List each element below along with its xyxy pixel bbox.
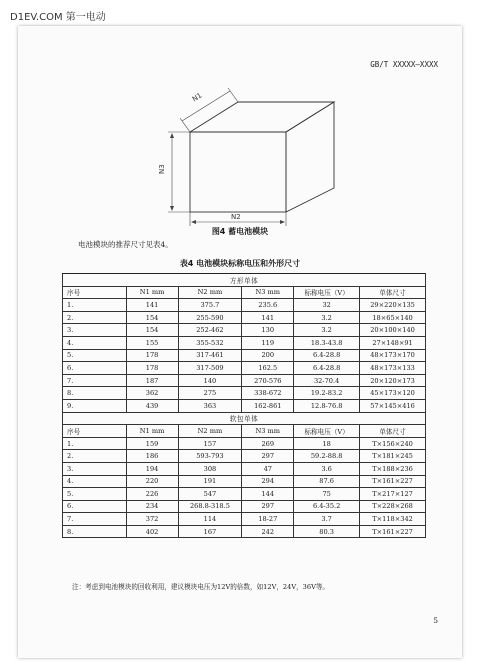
table-row [63, 513, 426, 526]
table-cell: 234 [126, 500, 178, 513]
table-cell: 18 [294, 437, 360, 450]
table-cell: 6.4-28.8 [294, 349, 360, 362]
table-cell: 4. [63, 336, 127, 349]
table-row [63, 462, 426, 475]
table-cell: 317-509 [178, 362, 242, 375]
table-cell: 363 [178, 399, 242, 412]
table-cell: 47 [242, 462, 294, 475]
table-row [63, 475, 426, 488]
table-cell: 18×65×140 [360, 311, 426, 324]
table-cell: 80.3 [294, 525, 360, 538]
table-cell: 242 [242, 525, 294, 538]
table-cell: 2. [63, 311, 127, 324]
table-cell: T×161×227 [360, 525, 426, 538]
table-cell: T×188×236 [360, 462, 426, 475]
table-cell: 3. [63, 324, 127, 337]
table-cell: 48×173×133 [360, 362, 426, 375]
table-cell: 157 [178, 437, 242, 450]
n3-arrow-top [170, 133, 174, 138]
table-cell: 6. [63, 500, 127, 513]
table-cell: 20×100×140 [360, 324, 426, 337]
column-header: N2 mm [178, 425, 242, 438]
column-header: 序号 [63, 425, 127, 438]
table-cell: 1. [63, 299, 127, 312]
table-cell: 3. [63, 462, 127, 475]
table-row [63, 437, 426, 450]
table-cell: 3.2 [294, 324, 360, 337]
column-header: 标称电压（V） [294, 286, 360, 299]
table-cell: 220 [126, 475, 178, 488]
table-cell: 3.7 [294, 513, 360, 526]
table-cell: 20×120×173 [360, 374, 426, 387]
table-cell: 75 [294, 488, 360, 501]
column-header: 单体尺寸 [360, 425, 426, 438]
document-page [18, 26, 462, 658]
table-cell: 191 [178, 475, 242, 488]
table-cell: 5. [63, 488, 127, 501]
table-cell: 6.4-35.2 [294, 500, 360, 513]
table-cell: 48×173×170 [360, 349, 426, 362]
table-row [63, 349, 426, 362]
n1-dimension-line [182, 91, 230, 121]
table-cell: 402 [126, 525, 178, 538]
table-cell: 87.6 [294, 475, 360, 488]
column-header: 单体尺寸 [360, 286, 426, 299]
page-number: 5 [433, 616, 438, 625]
table-cell: 59.2-88.8 [294, 450, 360, 463]
table-cell: 255-590 [178, 311, 242, 324]
table-cell: 155 [126, 336, 178, 349]
table-cell: 178 [126, 349, 178, 362]
table-cell: 5. [63, 349, 127, 362]
table-cell: 119 [242, 336, 294, 349]
table-cell: 141 [242, 311, 294, 324]
column-header: 序号 [63, 286, 127, 299]
table-cell: 29×220×135 [360, 299, 426, 312]
table-cell: 130 [242, 324, 294, 337]
table-cell: 362 [126, 387, 178, 400]
table-cell: 439 [126, 399, 178, 412]
table-cell: 45×173×120 [360, 387, 426, 400]
table-cell: 317-461 [178, 349, 242, 362]
column-header: N1 mm [126, 286, 178, 299]
table-cell: 19.2-83.2 [294, 387, 360, 400]
table-cell: 270-576 [242, 374, 294, 387]
table-cell: 162.5 [242, 362, 294, 375]
section-title: 方形单体 [63, 274, 426, 287]
intro-paragraph: 电池模块的推荐尺寸见表4。 [78, 240, 173, 249]
n2-arrow-right [280, 220, 285, 224]
table-cell: 18-27 [242, 513, 294, 526]
table-row [63, 387, 426, 400]
table-cell: 27×148×91 [360, 336, 426, 349]
table-cell: T×156×240 [360, 437, 426, 450]
table-row [63, 299, 426, 312]
column-header: N2 mm [178, 286, 242, 299]
table-cell: 252-462 [178, 324, 242, 337]
table-cell: 32 [294, 299, 360, 312]
dimensions-table [62, 273, 426, 538]
table-cell: 6.4-28.8 [294, 362, 360, 375]
table-cell: 7. [63, 374, 127, 387]
table-cell: 141 [126, 299, 178, 312]
table-cell: 308 [178, 462, 242, 475]
table-cell: 4. [63, 475, 127, 488]
table-cell: 547 [178, 488, 242, 501]
table-row [63, 525, 426, 538]
n1-extension-1 [180, 118, 190, 132]
box-side-face [286, 102, 334, 212]
box-top-face [190, 102, 334, 132]
section-header-row [63, 274, 426, 287]
section-title: 软包单体 [63, 412, 426, 425]
table-cell: 593-793 [178, 450, 242, 463]
table-cell: 235.6 [242, 299, 294, 312]
table-cell: 186 [126, 450, 178, 463]
table-cell: 269 [242, 437, 294, 450]
n2-arrow-left [191, 220, 196, 224]
table-row [63, 324, 426, 337]
column-header: N3 mm [242, 286, 294, 299]
table-cell: 200 [242, 349, 294, 362]
figure-caption: 图4 蓄电池模块 [211, 227, 269, 236]
table-cell: 32-70.4 [294, 374, 360, 387]
n1-extension-2 [228, 88, 238, 102]
table-cell: 178 [126, 362, 178, 375]
table-cell: 268.8-318.5 [178, 500, 242, 513]
table-cell: 9. [63, 399, 127, 412]
table-row [63, 488, 426, 501]
box-front-face [190, 132, 286, 212]
table-cell: 167 [178, 525, 242, 538]
table-cell: 6. [63, 362, 127, 375]
table-cell: 375.7 [178, 299, 242, 312]
table-cell: 154 [126, 311, 178, 324]
table-row [63, 450, 426, 463]
table-cell: 12.8-76.8 [294, 399, 360, 412]
table-cell: 114 [178, 513, 242, 526]
table-cell: 159 [126, 437, 178, 450]
table-cell: 338-672 [242, 387, 294, 400]
battery-module-figure [18, 26, 462, 226]
table-cell: 154 [126, 324, 178, 337]
n2-label: N2 [231, 213, 241, 221]
table-note: 注：考虑到电池模块的回收利用，建议模块电压为12V的倍数，如12V，24V，36V等。 [72, 583, 330, 591]
table-cell: T×217×127 [360, 488, 426, 501]
table-cell: 18.3-43.8 [294, 336, 360, 349]
table-row [63, 500, 426, 513]
table-cell: 187 [126, 374, 178, 387]
table-cell: 140 [178, 374, 242, 387]
table-cell: 2. [63, 450, 127, 463]
table-cell: T×228×268 [360, 500, 426, 513]
table-cell: 57×145×416 [360, 399, 426, 412]
section-header-row [63, 412, 426, 425]
table-row [63, 311, 426, 324]
table-row [63, 336, 426, 349]
table-row [63, 374, 426, 387]
table-cell: 297 [242, 450, 294, 463]
table-cell: T×118×342 [360, 513, 426, 526]
column-header: N3 mm [242, 425, 294, 438]
table-cell: 275 [178, 387, 242, 400]
table-cell: 162-861 [242, 399, 294, 412]
table-cell: 372 [126, 513, 178, 526]
table-row [63, 399, 426, 412]
n3-arrow-bottom [170, 206, 174, 211]
table-cell: 294 [242, 475, 294, 488]
n1-label: N1 [190, 91, 204, 104]
table-cell: 7. [63, 513, 127, 526]
table-cell: 355-532 [178, 336, 242, 349]
column-header: N1 mm [126, 425, 178, 438]
table-cell: 1. [63, 437, 127, 450]
column-header-row [63, 286, 426, 299]
table-cell: T×181×245 [360, 450, 426, 463]
n3-label: N3 [158, 164, 166, 174]
table-title: 表4 电池模块标称电压和外形尺寸 [179, 259, 301, 268]
table-cell: 297 [242, 500, 294, 513]
watermark-text: D1EV.COM 第一电动 [10, 12, 106, 23]
table-cell: 8. [63, 387, 127, 400]
table-cell: 144 [242, 488, 294, 501]
table-cell: 194 [126, 462, 178, 475]
table-cell: 226 [126, 488, 178, 501]
standard-code: GB/T XXXXX—XXXX [370, 60, 438, 69]
column-header: 标称电压（V） [294, 425, 360, 438]
table-cell: 8. [63, 525, 127, 538]
table-cell: 3.2 [294, 311, 360, 324]
table-cell: T×161×227 [360, 475, 426, 488]
table-cell: 3.6 [294, 462, 360, 475]
table-row [63, 362, 426, 375]
column-header-row [63, 425, 426, 438]
